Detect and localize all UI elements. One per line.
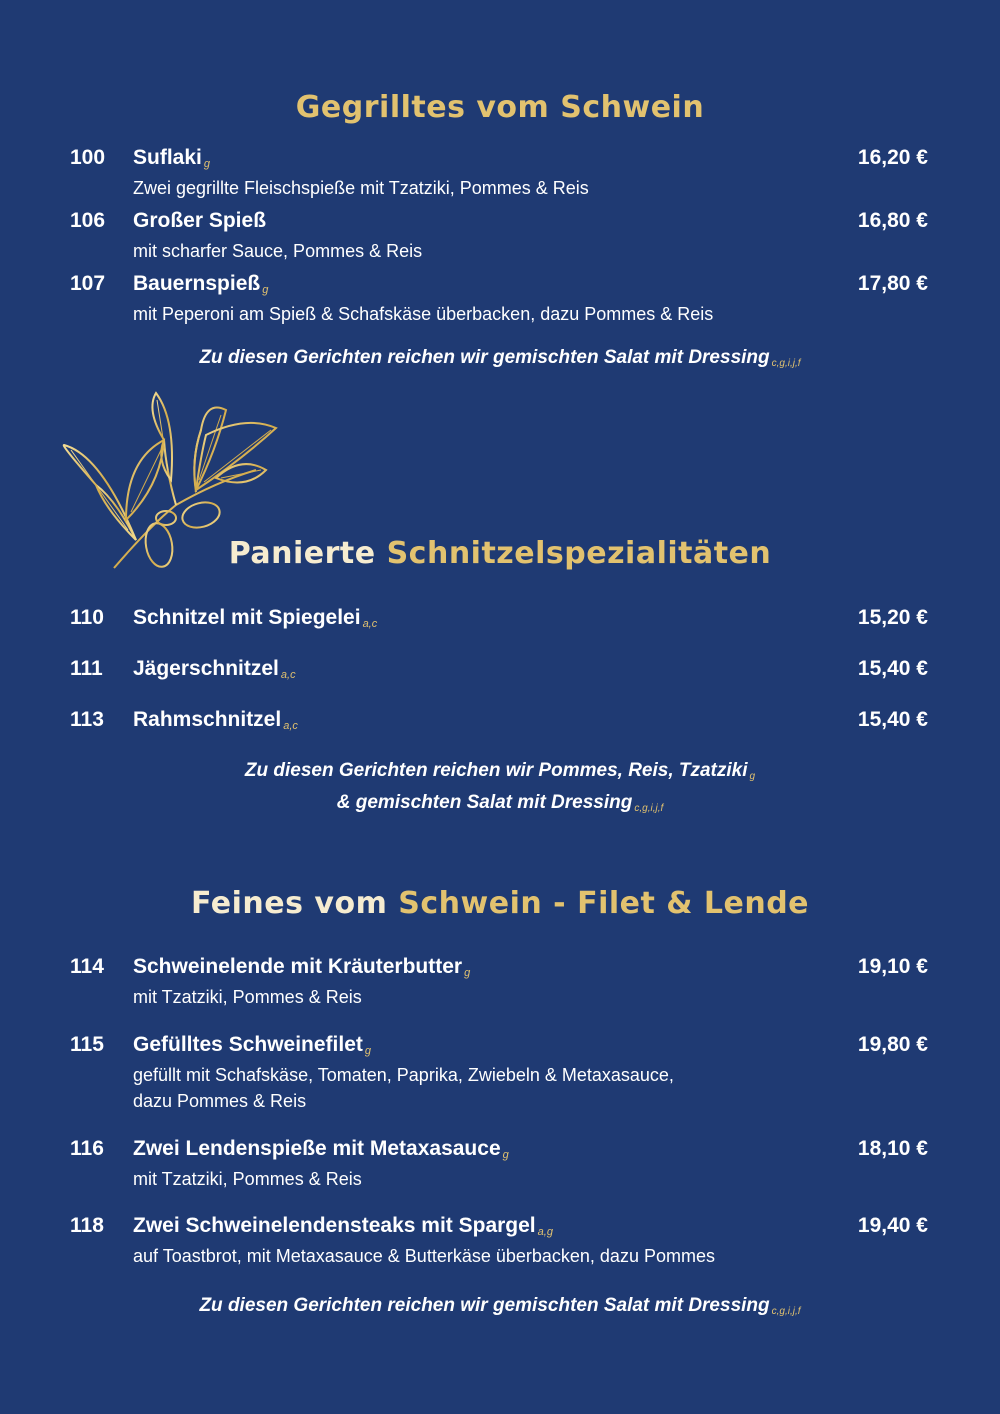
item-number: 116	[70, 1137, 104, 1160]
item-price: 19,80 €	[857, 1033, 928, 1056]
item-name-text: Gefülltes Schweinefilet	[133, 1033, 363, 1056]
item-description	[133, 238, 422, 264]
item-name-text: Bauernspieß	[133, 272, 261, 295]
section-title-gegrilltes	[0, 90, 1000, 125]
note-text: Zu diesen Gerichten reichen wir gemischten Salat mit Dressing	[199, 347, 770, 368]
item-description-line: mit Tzatziki, Pommes & Reis	[133, 987, 362, 1007]
section-title-text: Gegrilltes vom Schwein	[295, 90, 705, 125]
item-description-line: mit scharfer Sauce, Pommes & Reis	[133, 241, 423, 261]
allergen-code: a,g	[537, 1226, 553, 1238]
item-number: 115	[70, 1033, 104, 1056]
item-name-text: Schweinelende mit Kräuterbutter	[133, 955, 463, 978]
allergen-code: g	[464, 967, 471, 979]
item-name	[133, 955, 470, 979]
section-title-text-accent: Schnitzelspezialitäten	[386, 536, 772, 571]
section-title-filet-lende	[0, 886, 1000, 921]
item-name-text: Rahmschnitzel	[133, 708, 282, 731]
item-name-text: Zwei Lendenspieße mit Metaxasauce	[133, 1137, 501, 1160]
item-number: 113	[70, 708, 104, 731]
section-note	[0, 1293, 1000, 1325]
section-note	[0, 345, 1000, 377]
item-description	[133, 1062, 674, 1114]
note-line	[0, 758, 1000, 790]
allergen-code: c,g,i,j,f	[771, 358, 801, 369]
item-price: 18,10 €	[857, 1137, 928, 1160]
item-name-text: Großer Spieß	[133, 209, 267, 232]
item-price: 19,10 €	[857, 955, 928, 978]
item-name	[133, 209, 266, 233]
allergen-code: a,c	[362, 618, 378, 630]
item-name	[133, 272, 268, 296]
item-price: 15,20 €	[857, 606, 928, 629]
item-number: 106	[70, 209, 106, 232]
item-name	[133, 708, 298, 732]
item-description	[133, 984, 362, 1010]
section-title-text: Feines vom	[190, 886, 388, 921]
section-note	[0, 758, 1000, 822]
item-number: 110	[70, 606, 104, 629]
item-price: 16,80 €	[857, 209, 928, 232]
item-name	[133, 606, 377, 630]
note-line	[0, 790, 1000, 822]
item-number: 111	[70, 657, 103, 680]
item-description-line: Zwei gegrillte Fleischspieße mit Tzatziki, Pommes & Reis	[133, 178, 589, 198]
item-price: 15,40 €	[857, 657, 928, 680]
item-name-text: Jägerschnitzel	[133, 657, 279, 680]
item-description-line: dazu Pommes & Reis	[133, 1091, 307, 1111]
note-text: & gemischten Salat mit Dressing	[336, 792, 633, 813]
item-price: 15,40 €	[857, 708, 928, 731]
allergen-code: g	[502, 1149, 509, 1161]
item-name	[133, 1137, 509, 1161]
item-number: 114	[70, 955, 104, 978]
item-number: 100	[70, 146, 106, 169]
item-name-text: Suflaki	[133, 146, 202, 169]
section-title-schnitzel	[0, 536, 1000, 571]
item-description	[133, 1166, 362, 1192]
item-name	[133, 657, 296, 681]
note-text: Zu diesen Gerichten reichen wir gemischten Salat mit Dressing	[199, 1295, 770, 1316]
item-number: 118	[70, 1214, 104, 1237]
section-title-text: Panierte	[228, 536, 376, 571]
item-price: 17,80 €	[857, 272, 928, 295]
item-name-text: Zwei Schweinelendensteaks mit Spargel	[133, 1214, 536, 1237]
allergen-code: c,g,i,j,f	[771, 1306, 801, 1317]
note-text: Zu diesen Gerichten reichen wir Pommes, Reis, Tzatziki	[244, 760, 748, 781]
item-description-line: mit Tzatziki, Pommes & Reis	[133, 1169, 362, 1189]
item-description	[133, 1243, 715, 1269]
item-number: 107	[70, 272, 106, 295]
item-price: 16,20 €	[857, 146, 928, 169]
allergen-code: c,g,i,j,f	[634, 803, 664, 814]
item-name-text: Schnitzel mit Spiegelei	[133, 606, 361, 629]
allergen-code: g	[364, 1045, 372, 1057]
item-description	[133, 301, 713, 327]
allergen-code: a,c	[283, 720, 298, 732]
allergen-code: a,c	[280, 669, 296, 681]
item-name	[133, 146, 210, 170]
item-description-line: auf Toastbrot, mit Metaxasauce & Butterkäse überbacken, dazu Pommes	[133, 1246, 715, 1266]
item-description	[133, 175, 589, 201]
item-name	[133, 1214, 553, 1238]
section-title-text-accent: Schwein - Filet & Lende	[398, 886, 810, 921]
item-price: 19,40 €	[857, 1214, 928, 1237]
item-description-line: gefüllt mit Schafskäse, Tomaten, Paprika, Zwiebeln & Metaxasauce,	[133, 1065, 674, 1085]
item-description-line: mit Peperoni am Spieß & Schafskäse überbacken, dazu Pommes & Reis	[133, 304, 714, 324]
allergen-code: g	[262, 284, 269, 296]
allergen-code: g	[749, 771, 756, 782]
allergen-code: g	[203, 158, 210, 170]
item-name	[133, 1033, 371, 1057]
